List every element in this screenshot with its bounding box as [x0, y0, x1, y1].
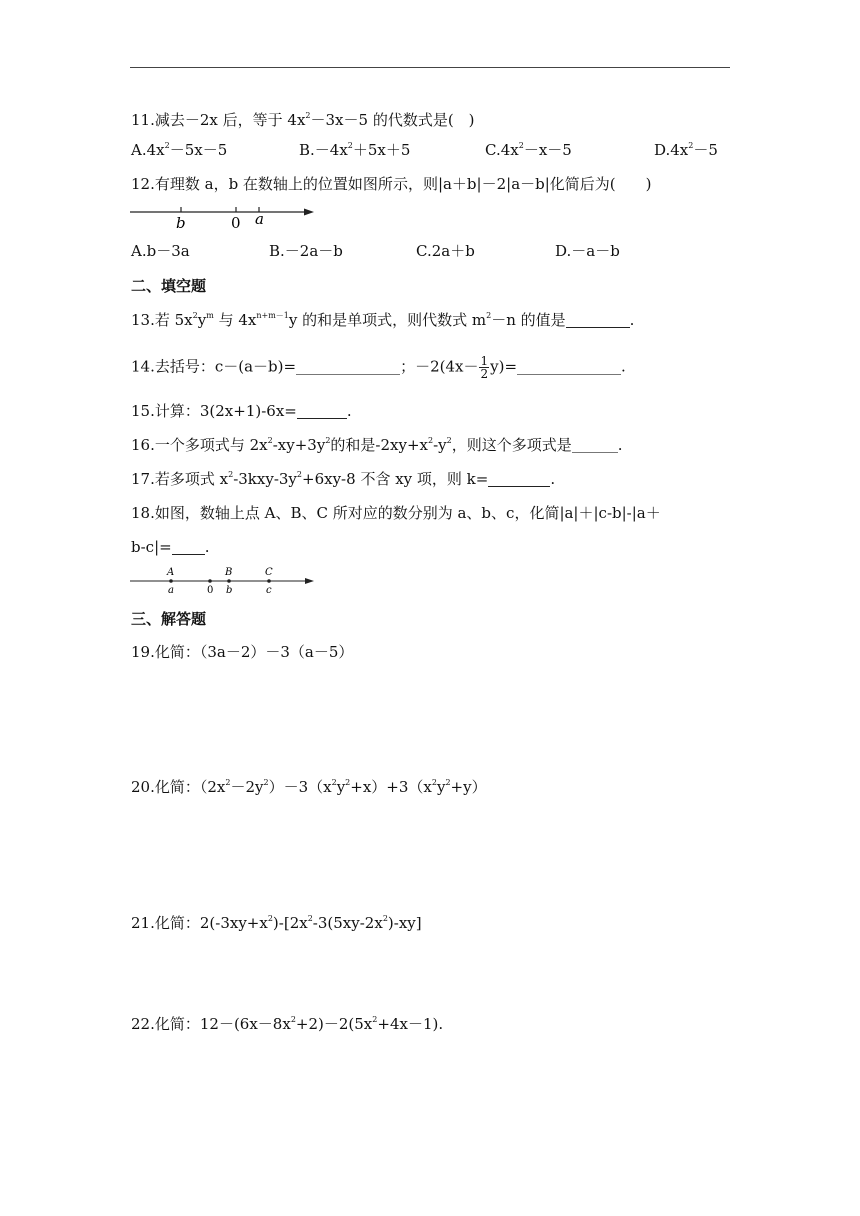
label-C: C	[265, 567, 273, 578]
point-c	[267, 579, 271, 583]
question-15: 15.计算：3(2x+1)-6x= .	[131, 402, 352, 420]
header-rule	[130, 67, 730, 68]
answer-blank[interactable]	[566, 313, 630, 328]
question-18-line-2: b-c|= .	[131, 538, 210, 556]
label-b: b	[176, 214, 186, 232]
label-B: B	[225, 567, 233, 578]
answer-blank[interactable]	[517, 360, 621, 375]
q11-option-a: $A.4x^2-5x-5$	[131, 141, 228, 159]
number-line-figure-q12	[128, 200, 318, 234]
section-heading-fill-in: 二、填空题	[131, 277, 207, 295]
label-zero: 0	[231, 214, 241, 232]
question-19: 19.化简：（3a－2）－3（a－5）	[131, 643, 354, 661]
section-heading-solve: 三、解答题	[131, 610, 207, 628]
answer-blank[interactable]	[297, 404, 347, 419]
label-A: A	[167, 567, 175, 578]
question-14: 14.去括号：c－(a－b)= ；－2(4x－ $\frac{1}{2}$ y)= .	[131, 354, 626, 381]
question-13: 13.若 $5x^2y^m$ 与 $4x^{n+m-1}y$ 的和是单项式，则代数式 $m^2-n$ 的值是 .	[131, 311, 635, 329]
question-20: 20.化简：$(2x^2-2y^2)-3(x^2y^2+x)+3(x^2y^2+y)$	[131, 778, 487, 796]
question-21: 21.化简：$2(-3xy+x^2)-[2x^2-3(5xy-2x^2)-xy]$	[131, 914, 422, 932]
q12-option-b: B.－2a－b	[269, 242, 343, 260]
q12-option-a: A.b－3a	[131, 242, 190, 260]
label-b: b	[226, 585, 233, 596]
label-c: c	[266, 585, 272, 596]
label-zero: 0	[207, 585, 214, 596]
q11-option-b: $B.-4x^2+5x+5$	[299, 141, 411, 159]
q11-option-d: $D.4x^2-5$	[654, 141, 718, 159]
question-16: 16.一个多项式与 $2x^2-xy+3y^2$的和是$-2xy+x^2-y^2$，则这个多项式是 .	[131, 436, 623, 454]
answer-blank[interactable]	[172, 540, 205, 555]
q12-option-d: D.－a－b	[555, 242, 620, 260]
fraction-one-half: $\frac{1}{2}$	[480, 354, 489, 381]
label-a: a	[255, 210, 264, 228]
question-17: 17.若多项式 $x^2-3kxy-3y^2+6xy-8$ 不含 xy 项，则 k= .	[131, 470, 556, 488]
question-11: 11.减去－2x 后，等于 $4x^2-3x-5$ 的代数式是( )	[131, 111, 475, 129]
question-18-line-1: 18.如图，数轴上点 A、B、C 所对应的数分别为 a、b、c，化简|a|＋|c-b|-|a＋	[131, 504, 661, 522]
point-b	[227, 579, 231, 583]
point-zero	[208, 579, 212, 583]
q11-option-c: $C.4x^2-x-5$	[485, 141, 572, 159]
answer-blank[interactable]	[572, 438, 618, 453]
point-a	[169, 579, 173, 583]
q12-option-c: C.2a＋b	[416, 242, 475, 260]
question-12: 12.有理数 a，b 在数轴上的位置如图所示，则|a＋b|－2|a－b|化简后为( )	[131, 175, 652, 193]
question-22: 22.化简：$12-(6x-8x^2+2)-2(5x^2+4x-1)$.	[131, 1015, 444, 1033]
number-line-arrow	[304, 209, 314, 216]
number-line-figure-q18	[128, 565, 318, 599]
answer-blank[interactable]	[296, 360, 400, 375]
answer-blank[interactable]	[488, 472, 550, 487]
label-a: a	[168, 585, 174, 596]
number-line-arrow	[305, 578, 314, 584]
